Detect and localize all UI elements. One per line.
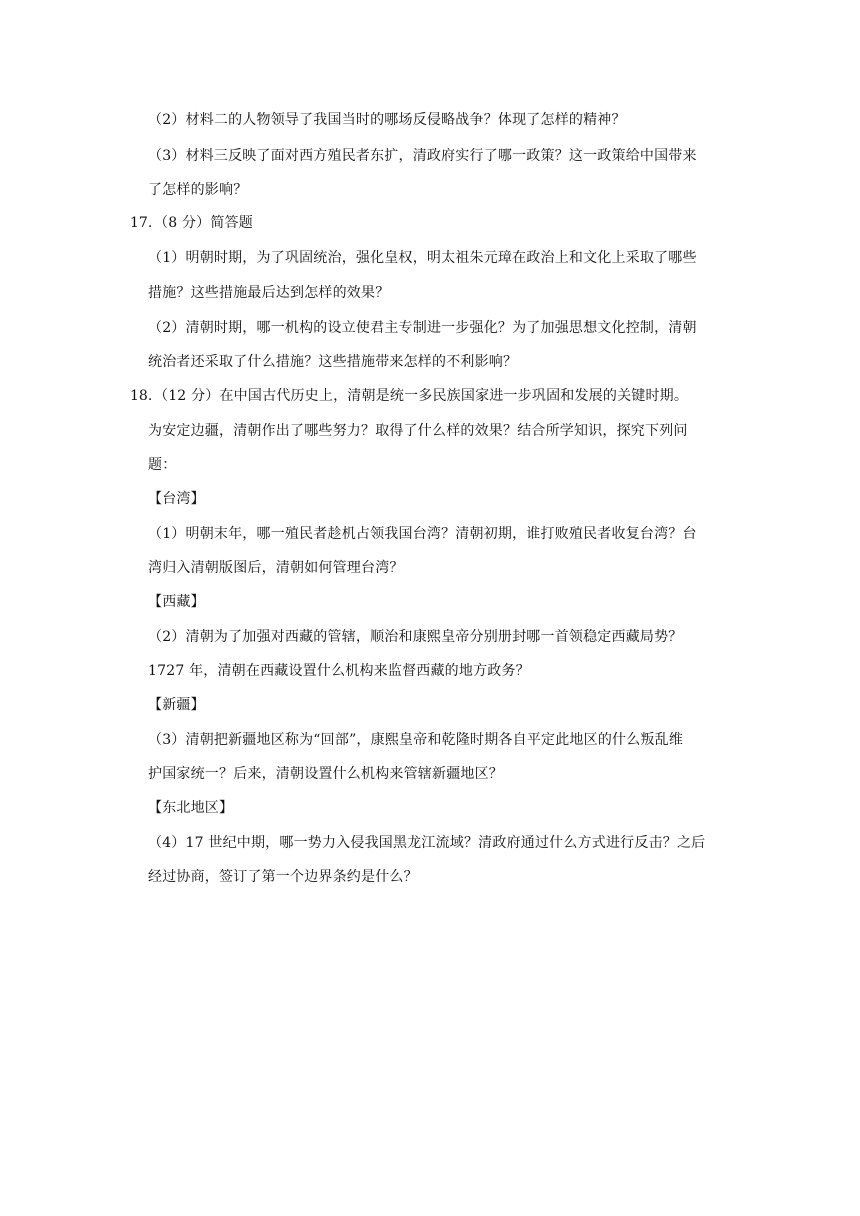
section-heading-tibet: 【西藏】 xyxy=(148,594,205,610)
q18-intro-line3: 题： xyxy=(148,457,177,473)
tibet-question-line2: 1727 年，清朝在西藏设置什么机构来监督西藏的地方政务？ xyxy=(148,663,530,679)
q17-number: 17. xyxy=(130,215,153,231)
q18-intro-line1: （12 分）在中国古代历史上，清朝是统一多民族国家进一步巩固和发展的关键时期。 xyxy=(154,388,689,404)
q18-intro-line2: 为安定边疆，清朝作出了哪些努力？取得了什么样的效果？结合所学知识，探究下列问 xyxy=(148,423,688,439)
q16-sub3-line1: （3）材料三反映了面对西方殖民者东扩，清政府实行了哪一政策？这一政策给中国带来 xyxy=(148,148,697,164)
q17-sub1-line2: 措施？这些措施最后达到怎样的效果？ xyxy=(148,285,390,301)
q17-sub1-line1: （1）明朝时期，为了巩固统治，强化皇权，明太祖朱元璋在政治上和文化上采取了哪些 xyxy=(148,250,697,266)
taiwan-question-line1: （1）明朝末年，哪一殖民者趁机占领我国台湾？清朝初期，谁打败殖民者收复台湾？台 xyxy=(148,526,697,542)
q16-sub3-line2: 了怎样的影响？ xyxy=(148,182,248,198)
tibet-question-line1: （2）清朝为了加强对西藏的管辖，顺治和康熙皇帝分别册封哪一首领稳定西藏局势？ xyxy=(148,629,683,645)
xinjiang-question-line1: （3）清朝把新疆地区称为“回部”，康熙皇帝和乾隆时期各自平定此地区的什么叛乱维 xyxy=(148,732,684,748)
q17-sub2-line1: （2）清朝时期，哪一机构的设立使君主专制进一步强化？为了加强思想文化控制，清朝 xyxy=(148,320,697,336)
q16-sub2: （2）材料二的人物领导了我国当时的哪场反侵略战争？体现了怎样的精神？ xyxy=(148,112,626,128)
section-heading-xinjiang: 【新疆】 xyxy=(148,697,205,713)
q18-number: 18. xyxy=(130,388,153,404)
q17-sub2-line2: 统治者还采取了什么措施？这些措施带来怎样的不利影响？ xyxy=(148,354,518,370)
northeast-question-line2: 经过协商，签订了第一个边界条约是什么？ xyxy=(148,869,418,885)
taiwan-question-line2: 湾归入清朝版图后，清朝如何管理台湾？ xyxy=(148,560,404,576)
xinjiang-question-line2: 护国家统一？后来，清朝设置什么机构来管辖新疆地区？ xyxy=(148,766,503,782)
q17-header: （8 分）简答题 xyxy=(154,215,253,231)
northeast-question-line1: （4）17 世纪中期，哪一势力入侵我国黑龙江流域？清政府通过什么方式进行反击？之后 xyxy=(148,835,706,851)
section-heading-taiwan: 【台湾】 xyxy=(148,491,205,507)
section-heading-northeast: 【东北地区】 xyxy=(148,800,234,816)
